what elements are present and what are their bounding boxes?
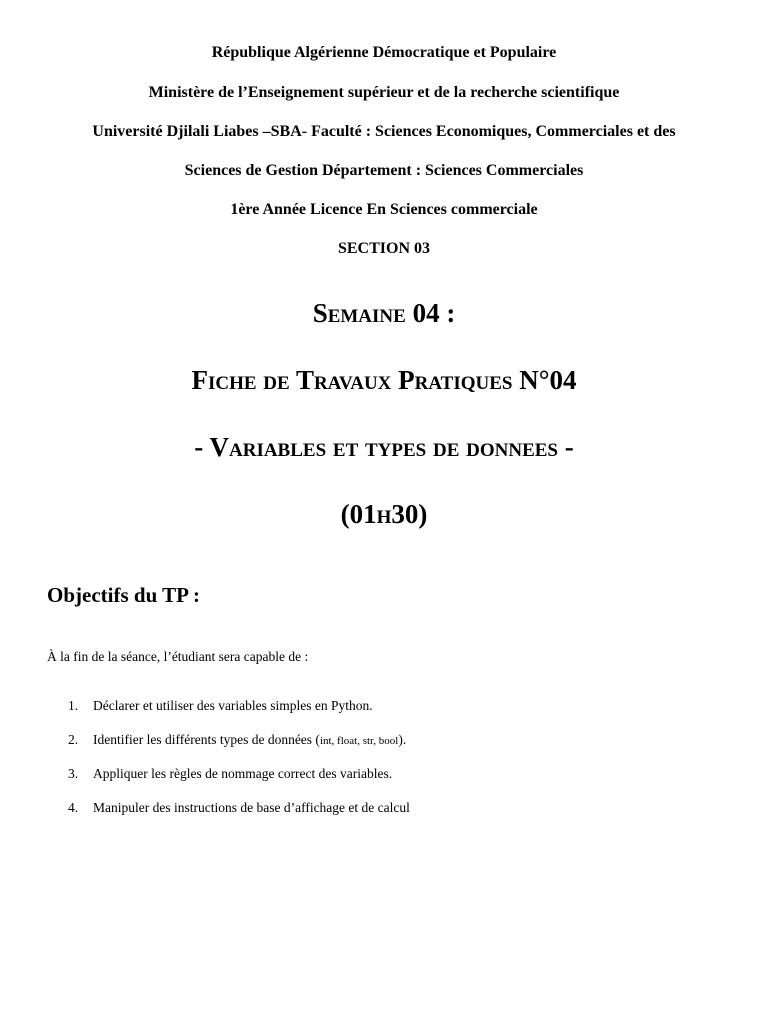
list-item <box>0 765 768 799</box>
list-item-number: 3. <box>68 766 79 781</box>
header-section: SECTION 03 <box>337 240 431 257</box>
list-item <box>0 799 768 833</box>
title-sheet: Fiche de Travaux Pratiques N°04 <box>191 365 577 395</box>
header-ministry: Ministère de l’Enseignement supérieur et de la recherche scientifique <box>148 84 620 101</box>
list-item-number: 2. <box>68 732 79 747</box>
title-week: Semaine 04 : <box>312 298 456 328</box>
list-item-text: Appliquer les règles de nommage correct des variables. <box>93 766 393 781</box>
title-topic: - Variables et types de donnees - <box>194 432 574 462</box>
list-item-text: Manipuler des instructions de base d’affichage et de calcul <box>93 800 410 815</box>
list-item <box>0 697 768 731</box>
list-item-text-start: Identifier les différents types de données ( <box>93 732 320 747</box>
header-university: Université Djilali Liabes –SBA- Faculté : Sciences Economiques, Commerciales et des <box>92 123 676 140</box>
header-year: 1ère Année Licence En Sciences commerciale <box>230 201 538 218</box>
list-item-number: 4. <box>68 800 79 815</box>
list-item <box>0 731 768 765</box>
objectives-heading: Objectifs du TP : <box>47 583 201 607</box>
data-types-list: int, float, str, bool <box>319 735 399 747</box>
objectives-intro: À la fin de la séance, l’étudiant sera capable de : <box>47 649 309 664</box>
list-item-text: Déclarer et utiliser des variables simples en Python. <box>93 698 373 713</box>
title-duration: (01h30) <box>340 499 428 529</box>
list-item-number: 1. <box>68 698 79 713</box>
header-department: Sciences de Gestion Département : Sciences Commerciales <box>184 162 584 179</box>
header-republic: République Algérienne Démocratique et Populaire <box>211 44 557 61</box>
list-item-text-end: ). <box>398 732 407 747</box>
list-item-text <box>93 731 406 750</box>
objectives-list <box>0 697 768 833</box>
